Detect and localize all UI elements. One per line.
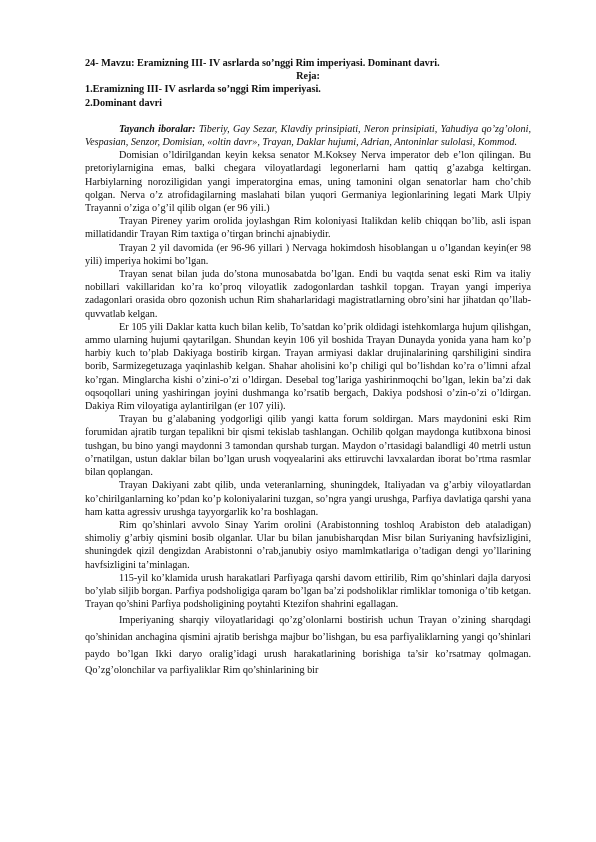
reja-heading: Reja: — [296, 71, 320, 83]
keywords-text: Tiberiy, Gay Sezar, Klavdiy prinsipiati, Neron prinsipiati, Yahudiya qo’zg’oloni, Vespasian, Senzor, Domisian, «oltin davr», Trayan, Daklar hujumi, Adrian, Antoninlar sulolasi, Kommod. — [85, 123, 531, 149]
keywords-label: Tayanch iboralar: — [119, 123, 196, 135]
body-paragraph: Trayan Pireney yarim orolida joylashgan Rim koloniyasi Italikdan kelib chiqqan bo’lib, asli ispan millatidandir Trayan Rim taxtiga o’tirgan brinchi ajnabiydir. — [85, 216, 531, 241]
final-paragraph: Imperiyaning sharqiy viloyatlaridagi qo’zg’olonlarni bostirish uchun Trayan o’zining sharqdagi qo’shinidan anchagina qismini ajratib berishga majbur bo’lishgan, bu esa parfiyaliklarning yangi qo’shinlari paydo bo’lgan Ikki daryo oralig’idagi urush harakatlarining borishiga ta’sir ko’rsatmay qolmagan. Qo’zg’olonchilar va parfiyaliklar Rim qo’shinlarining bir — [85, 615, 531, 677]
body-paragraph: Domisian o’ldirilgandan keyin keksa senator M.Koksey Nerva imperator deb e’lon qilingan. Bu pretoriylarnigina emas, balki chegara viloyatlardagi legonerlarni ham qattiq g’azabga keltirgan. Harbiylarning noroziligidan yangi imperatorgina emas, uning tamonini olgan senatorlar ham cho’chib qolgan. Nerva o’z atrofidagilarning maslahati bilan yuqori Germaniya legionlarining legati Mark Ulpiy Trayanni o’ziga o’g’il qilib olgan (er 96 yili.) — [85, 150, 531, 215]
document-title: 24- Mavzu: Eramizning III- IV asrlarda so’nggi Rim imperiyasi. Dominant davri. — [85, 58, 440, 69]
body-paragraph: Trayan Dakiyani zabt qilib, unda veteranlarning, shuningdek, Italiyadan va g’arbiy viloyatlardan ko’chirilganlarning ko’pdan ko’p koloniyalarini tuzgan, so’ngra yangi urushga, Parfiya davlatiga qarshi yana ham katta agressiv urushga tayyorgarlik ko’ra boshlagan. — [85, 480, 531, 518]
body-paragraph: Trayan 2 yil davomida (er 96-96 yillari ) Nervaga hokimdosh hisoblangan u o’lgandan keyin(er 98 yili) imperiya hokimi bo’lgan. — [85, 242, 531, 267]
document-page — [85, 57, 531, 680]
body-paragraph: Trayan senat bilan juda do’stona munosabatda bo’lgan. Endi bu vaqtda senat eski Rim va italiy nobillari vakillaridan ko’ra ko’proq viloyatlik zadogonlardan tashkil topgan. Trayan yangi imperiya zadagonlari orasida obro qozonish uchun Rim shaharlaridagi magistratlarning obro’sini har jihatdan qo’llab-quvvatlab kelgan. — [85, 269, 531, 320]
body-paragraph: Er 105 yili Daklar katta kuch bilan kelib, To’satdan ko’prik oldidagi istehkomlarga hujum qilishgan, ammo ularning hujumi qaytarilgan. Shundan keyin 106 yil boshida Trayan Dunayda yonida yana ham ko’p harbiy kuch to’plab Dakiyaga bostirib kirgan. Trayan armiyasi daklar drujinalarining qarshiligini sindira borib, Sarmizegetuzaga yaqinlashib kelgan. Shahar aholisini ko’p chiligi qul bo’lishdan ko’ra o’limni afzal ko’rgan. Minglarcha kishi o’zini-o’zi o’ldirgan. Desebal tog’lariga yashirinmoqchi bo’lgan, lekin ba’zi dak oqsoqollari uning yashiringan joyini dushmanga ko’rsatib bergach, Dakiya podshosi o’zin-o’zi o’ldirgan. Dakiya Rim viloyatiga aylantirilgan (er 107 yili). — [85, 321, 531, 413]
keywords-paragraph — [85, 123, 531, 149]
plan-item-1: 1.Eramizning III- IV asrlarda so’nggi Rim imperiyasi. — [85, 84, 321, 96]
plan-item-2: 2.Dominant davri — [85, 97, 162, 109]
body-paragraph: Rim qo’shinlari avvolo Sinay Yarim orolini (Arabistonning toshloq Arabiston deb ataladigan) shimoliy g’arbiy qismini bosib olganlar. Ular bu bilan janubisharqdan Misr bilan Suriyaning havfsizligini, shuningdek qizil dengizdan Arabistonni o’rab,janubiy osiyo mamlmkatlariga o’tadigan dengi yo’llarining havfsizligini ta’minlagan. — [85, 519, 531, 571]
body-paragraph: Trayan bu g’alabaning yodgorligi qilib yangi katta forum soldirgan. Mars maydonini eski Rim forumidan ajratib turgan tepalikni bir qismi tekislab tashlangan. Ochilib qolgan maydonga kutibxona binosi tushgan, bu bino yangi maydonni 3 tamondan qurshab turgan. Maydon o’rtasidagi balandligi 40 metrli ustun o’rnatilgan, ustun daklar bilan bo’lgan urush voqyealarini aks ettiruvchi lavxalardan iborat bo’rtma rasmlar bilan qoplangan. — [85, 414, 531, 479]
body-paragraph: 115-yil ko’klamida urush harakatlari Parfiyaga qarshi davom ettirilib, Rim qo’shinlari dajla daryosi bo’ylab siljib borgan. Parfiya podsholigiga qaram bo’lgan ba’zi podsholiklar rimliklar tomoniga o’tib ketgan. Trayan qo’shini Parfiya podsholigining poytahti Ktezifon shahrini egallagan. — [85, 572, 531, 611]
